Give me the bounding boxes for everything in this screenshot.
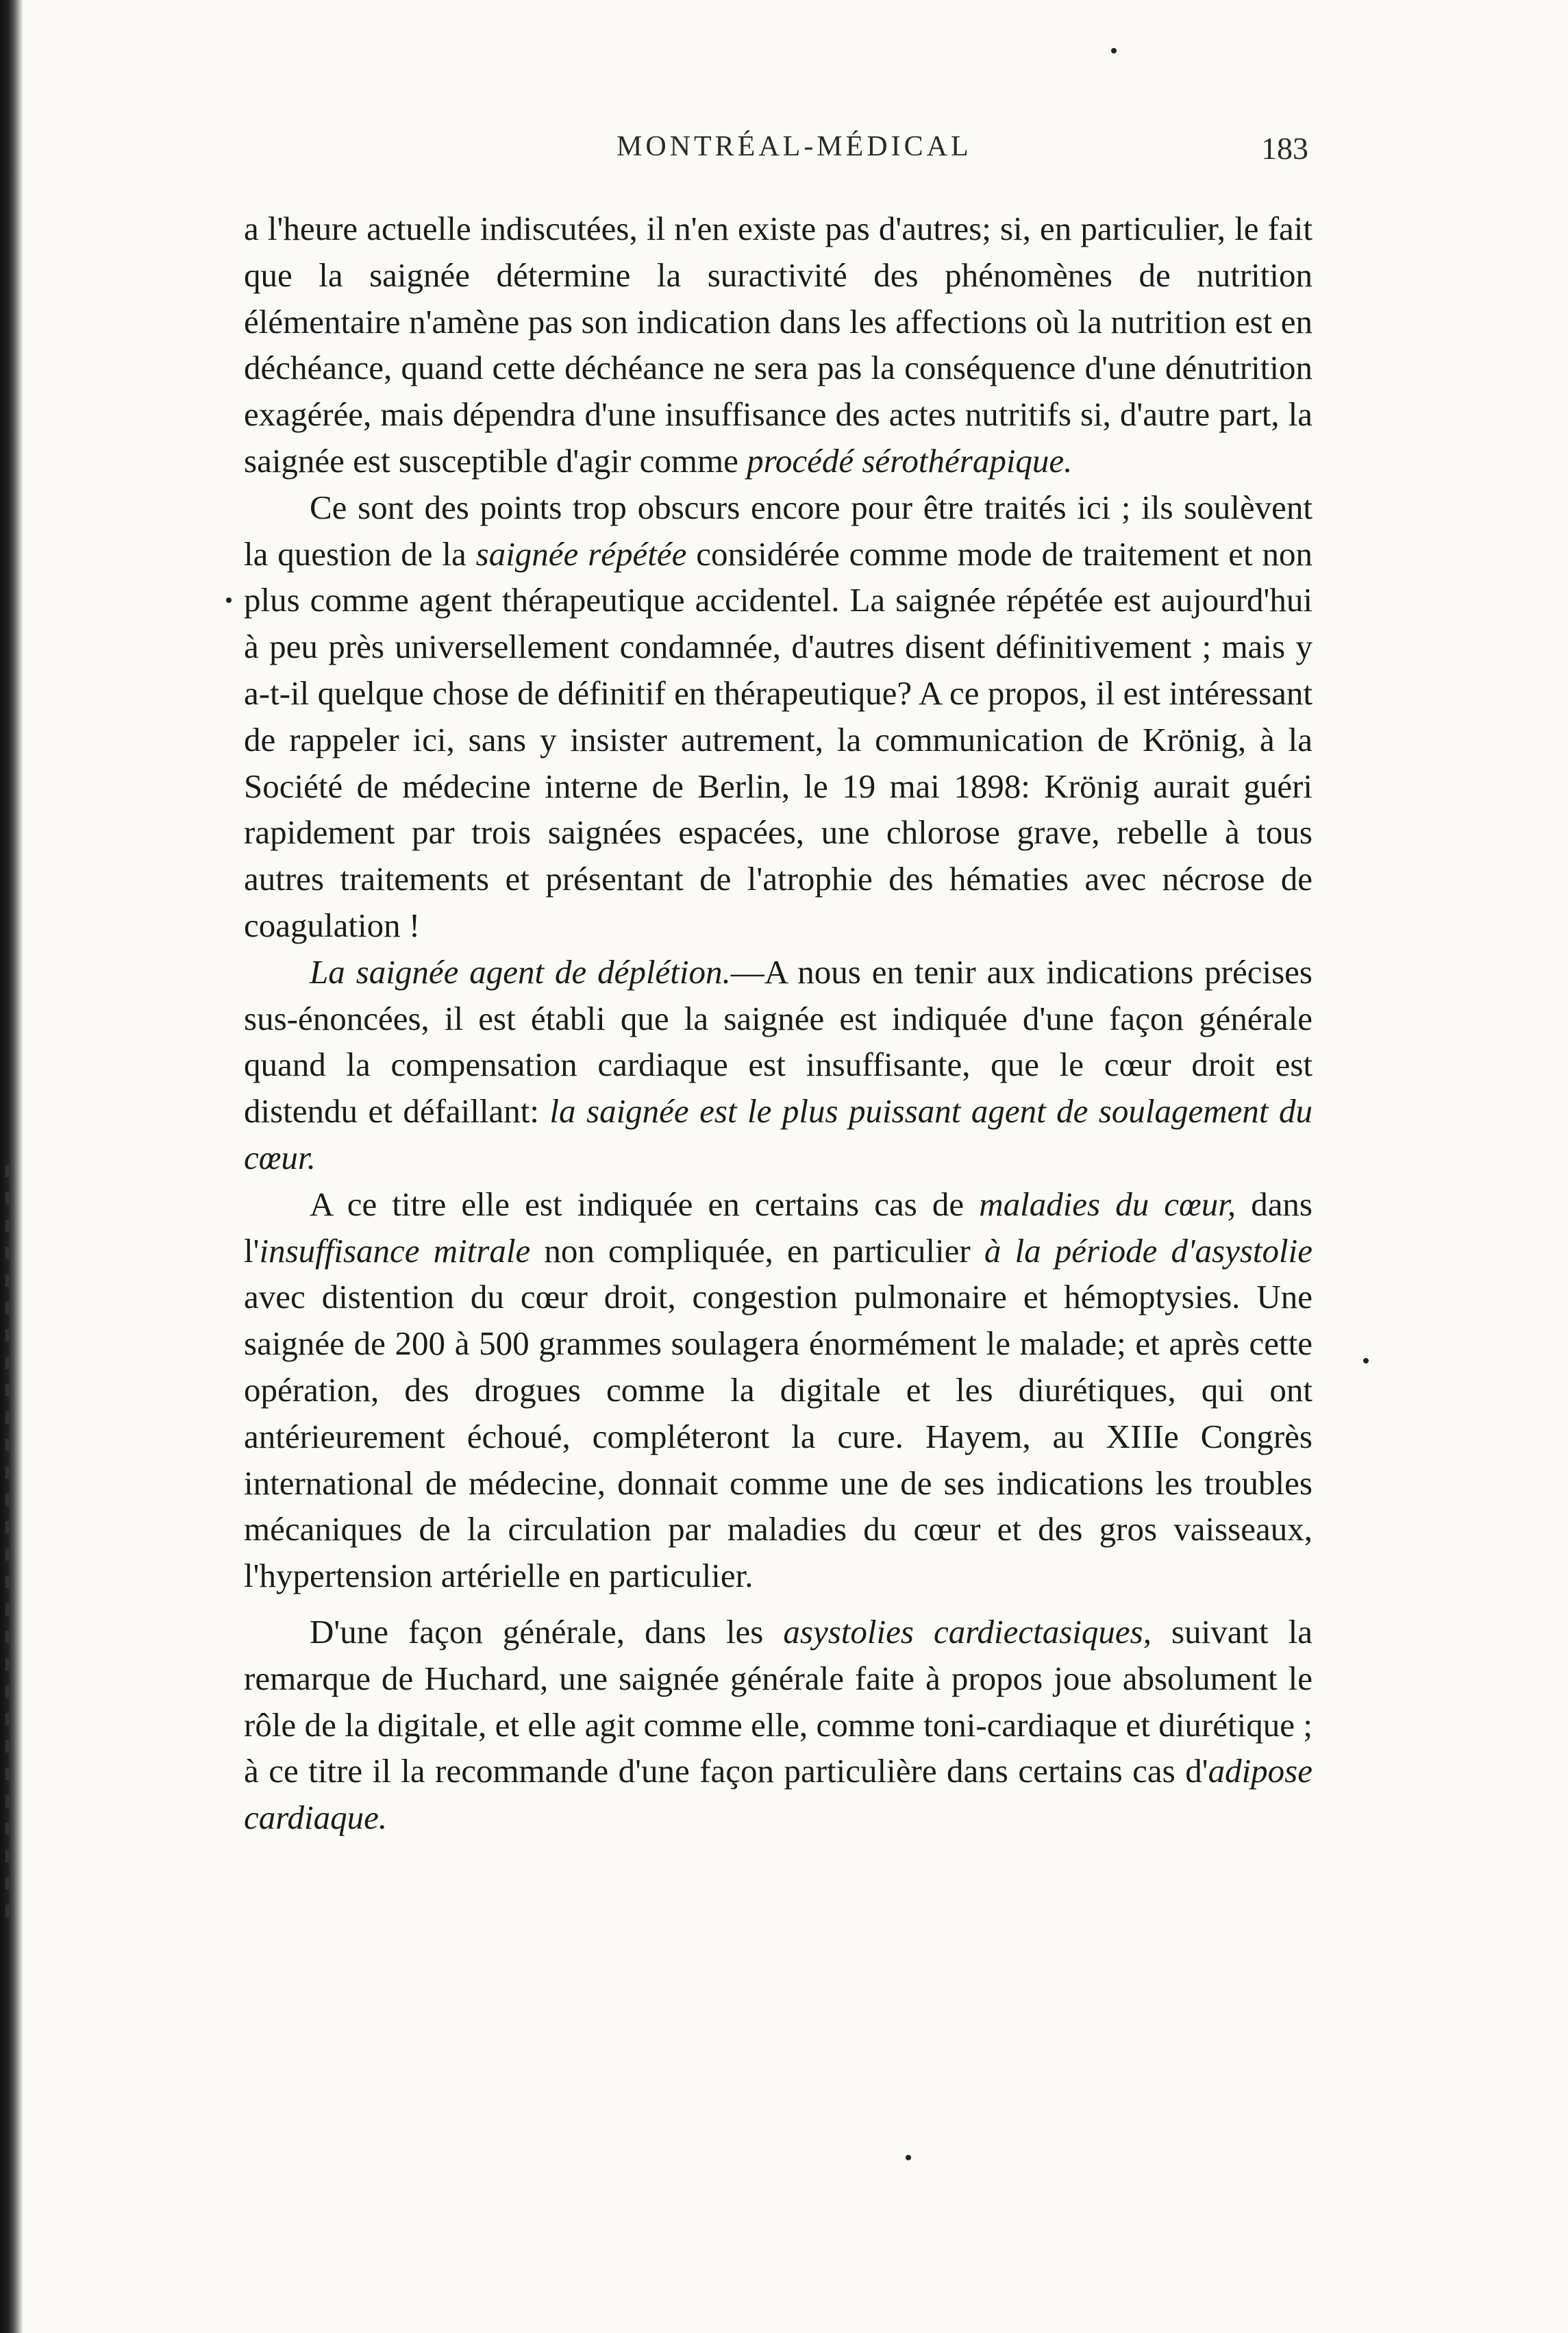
italic-run: adipose cardiaque. bbox=[244, 1752, 1312, 1837]
text-run: D'une façon générale, dans les bbox=[310, 1612, 784, 1651]
page-header bbox=[247, 130, 1308, 185]
paragraph bbox=[244, 949, 1312, 1181]
text-run: avec distention du cœur droit, congestion pulmonaire et hémoptysies. Une saignée de 200 à 500 grammes soulagera énormément le malade; et après cette opération, des drogues comme la digitale et les diurétiques, qui ont antérieurement échoué, compléteront la cure. Hayem, au XIIIe Congrès international de médecine, donnait comme une de ses indications les troubles mécaniques de la circulation par maladies du cœur et des gros vaisseaux, l'hypertension artérielle en particulier. bbox=[244, 1278, 1312, 1595]
italic-run: maladies du cœur, bbox=[979, 1185, 1236, 1223]
binding-marks bbox=[5, 1165, 10, 1918]
italic-run: insuffisance mitrale bbox=[259, 1231, 531, 1270]
italic-run: asystolies cardiectasiques, bbox=[783, 1612, 1152, 1651]
speck bbox=[1363, 1358, 1369, 1363]
page-number: 183 bbox=[1261, 131, 1308, 166]
paragraph bbox=[244, 206, 1312, 484]
speck bbox=[906, 2155, 911, 2160]
italic-run: à la période d'asystolie bbox=[984, 1231, 1313, 1270]
text-run: suivant la remarque de Huchard, une saignée générale faite à propos joue absolument le rôle de la digitale, et elle agit comme elle, comme toni-cardiaque et diurétique ; à ce titre il la recommande d'une façon particulière dans certains cas d' bbox=[244, 1612, 1312, 1790]
running-title: MONTRÉAL-MÉDICAL bbox=[617, 131, 972, 162]
italic-run: La saignée agent de déplétion. bbox=[310, 952, 731, 991]
binding-shadow bbox=[0, 0, 23, 2333]
text-run: Ce sont des points trop obscurs encore pour être traités ici ; ils soulèvent la question de la bbox=[244, 488, 1312, 573]
text-run: a l'heure actuelle indiscutées, il n'en existe pas d'autres; si, en particulier, le fait que la saignée détermine la suractivité des phénomènes de nutrition élémentaire n'amène pas son indication dans les affections où la nutrition est en déchéance, quand cette déchéance ne sera pas la conséquence d'une dénutrition exagérée, mais dépendra d'une insuffisance des actes nutritifs si, d'autre part, la saignée est susceptible d'agir comme bbox=[244, 210, 1312, 480]
speck bbox=[1111, 48, 1117, 53]
italic-run: la saignée est le plus puissant agent de soulagement du cœur. bbox=[244, 1092, 1312, 1176]
text-run: considérée comme mode de traitement et non plus comme agent thérapeutique accidentel. La saignée répétée est aujourd'hui à peu près universellement condamnée, d'autres disent définitivement ; mais y a-t-il quelque chose de définitif en thérapeutique? A ce propos, il est intéressant de rappeler ici, sans y insister autrement, la communication de Krönig, à la Société de médecine interne de Berlin, le 19 mai 1898: Krönig aurait guéri rapidement par trois saignées espacées, une chlorose grave, rebelle à tous autres traitements et présentant de l'atrophie des hématies avec nécrose de coagulation ! bbox=[244, 534, 1313, 944]
italic-run: saignée répétée bbox=[475, 534, 687, 573]
italic-run: procédé sérothérapique. bbox=[747, 441, 1073, 480]
text-run: A ce titre elle est indiquée en certains cas de bbox=[310, 1185, 980, 1223]
body-text bbox=[244, 206, 1312, 1841]
paragraph bbox=[244, 1181, 1312, 1599]
text-run: —A nous en tenir aux indications précises sus-énoncées, il est établi que la saignée est indiquée d'une façon générale quand la compensation cardiaque est insuffisante, que le cœur droit est distendu et défaillant: bbox=[244, 952, 1312, 1131]
text-run: non compliquée, en particulier bbox=[530, 1231, 984, 1270]
speck bbox=[226, 597, 232, 603]
paragraph bbox=[244, 484, 1312, 949]
paragraph bbox=[244, 1609, 1312, 1841]
text-run: dans l' bbox=[244, 1185, 1313, 1270]
